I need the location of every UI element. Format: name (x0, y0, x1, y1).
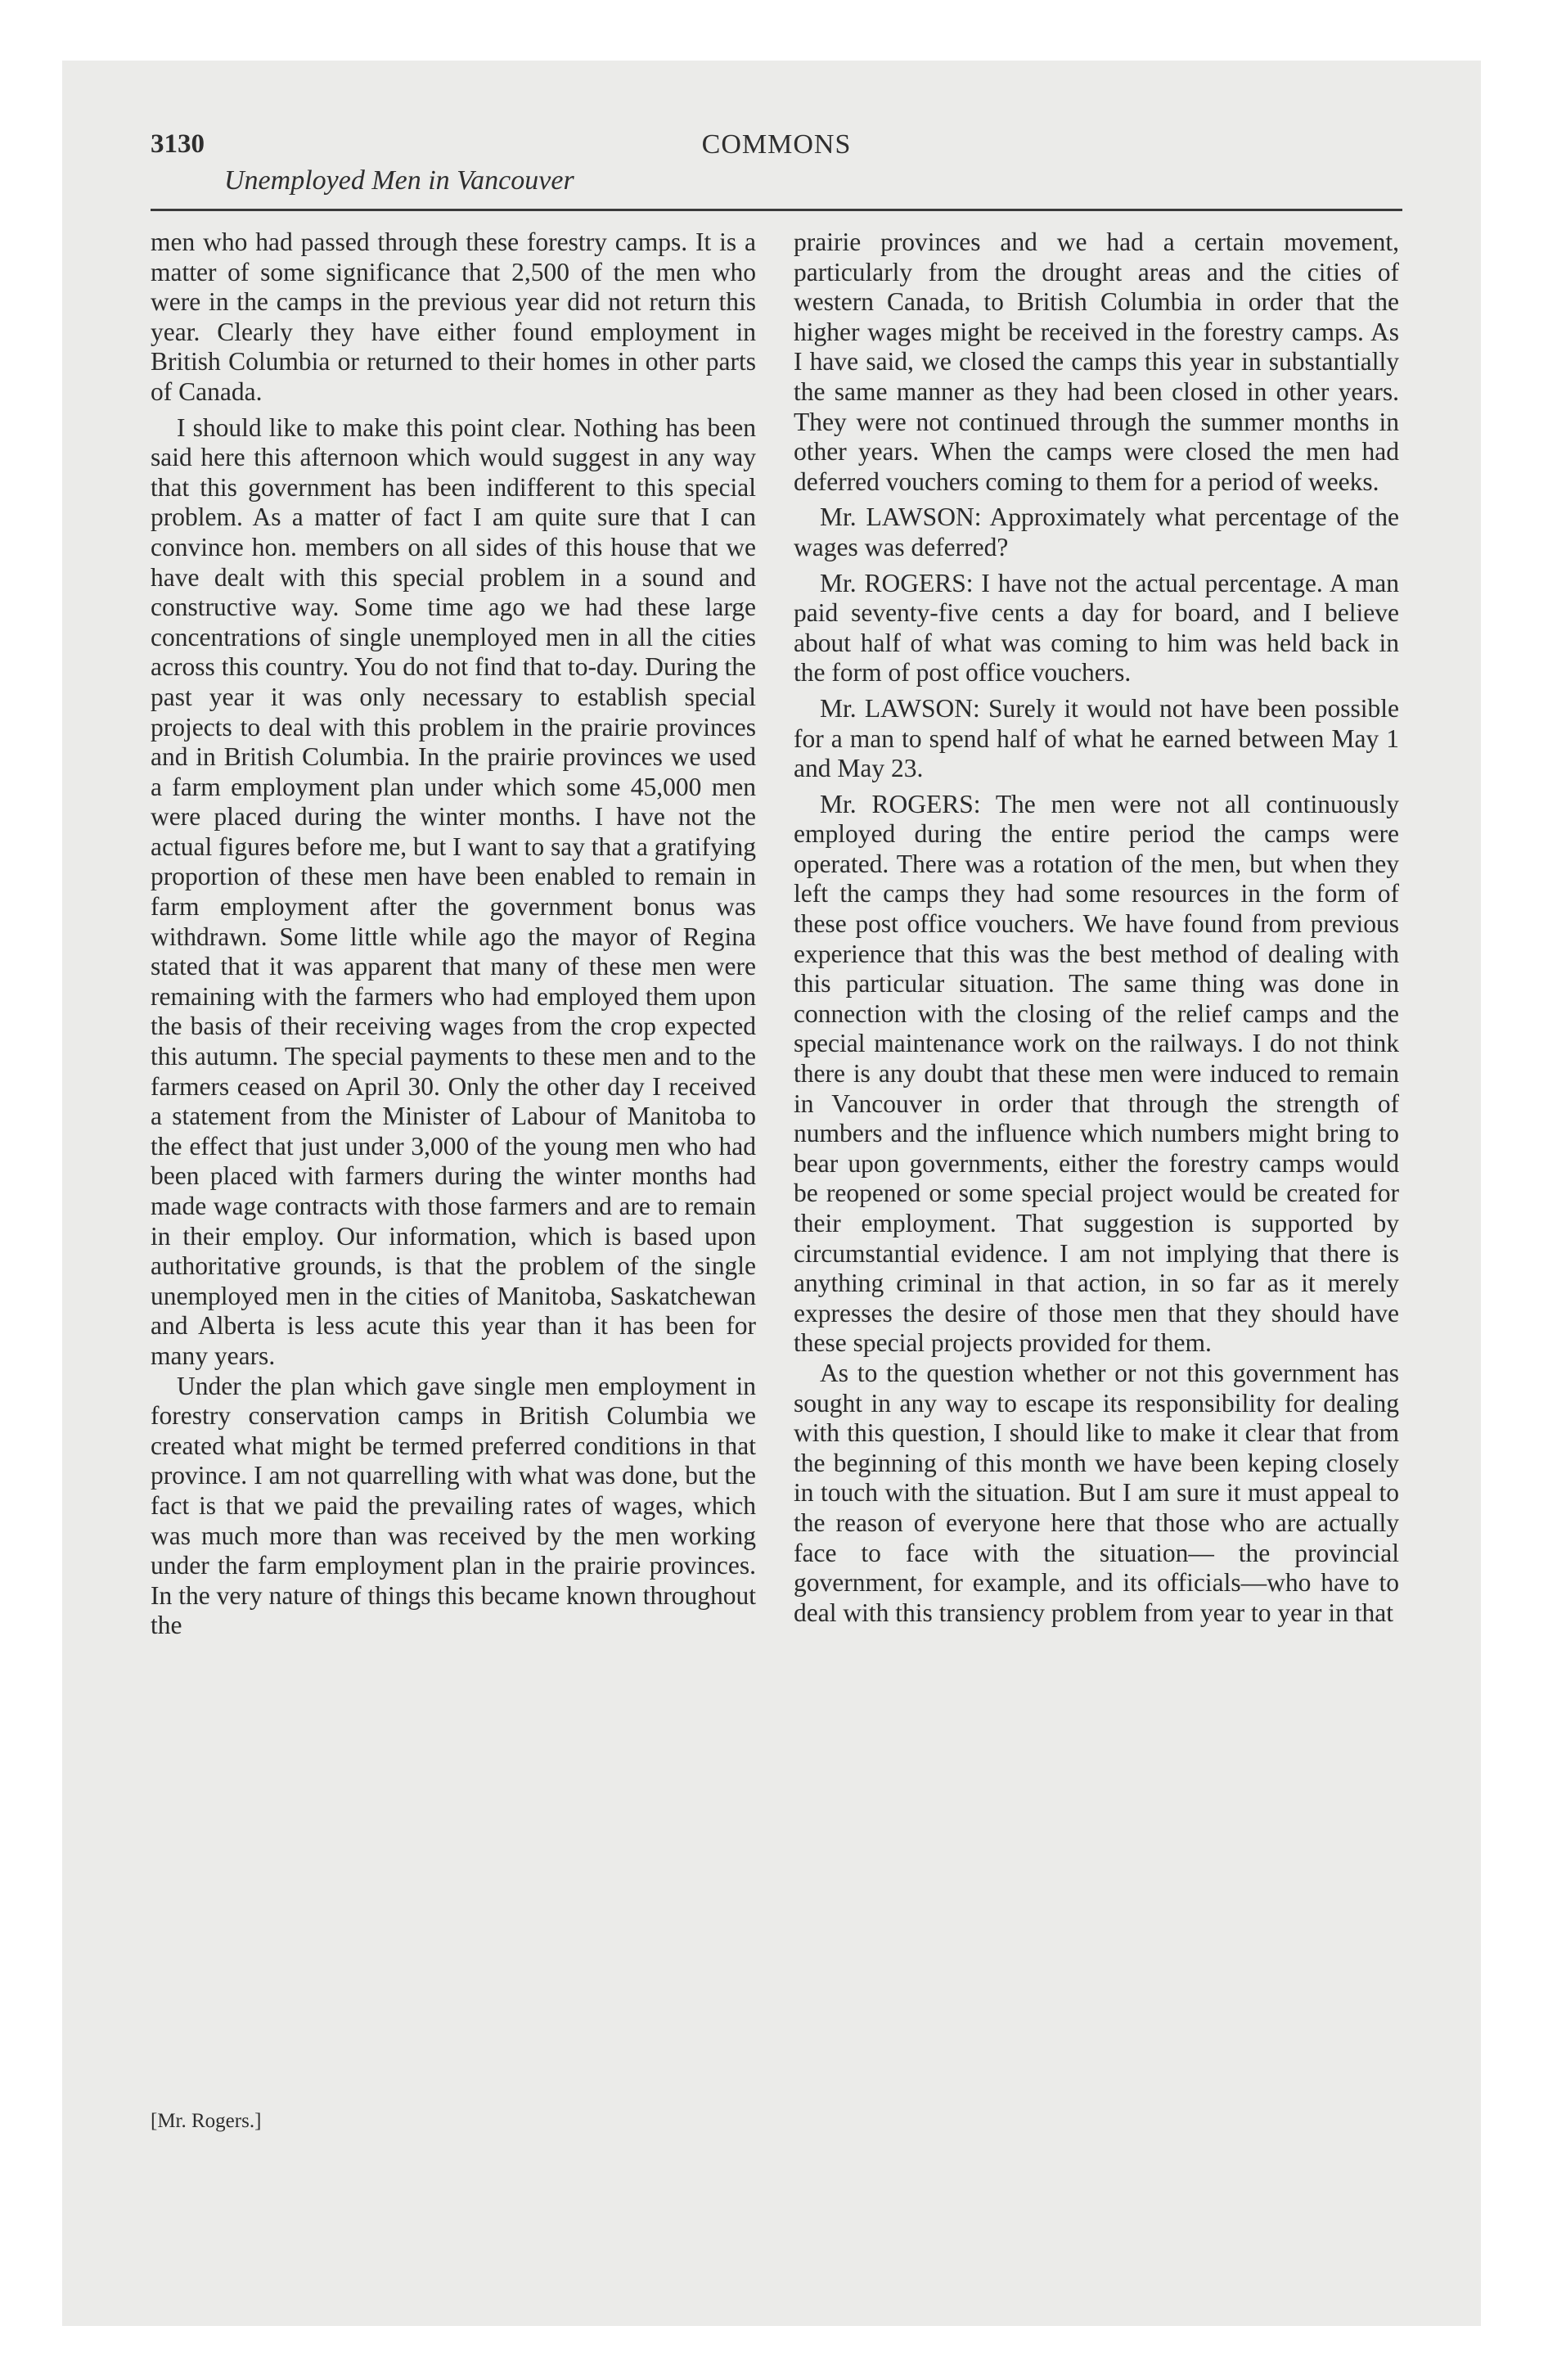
paragraph: Mr. ROGERS: The men were not all continuously employed during the entire period the camps were operated. There was a rotation of the men, but when they left the camps they had some resources in the form of these post office vouchers. We have found from previous experience that this was the best method of dealing with this particular situation. The same thing was done in connection with the closing of the relief camps and the special maintenance work on the railways. I do not think there is any doubt that these men were induced to remain in Vancouver in order that through the strength of numbers and the influence which numbers might bring to bear upon governments, either the forestry camps would be reopened or some special project would be created for their employment. That suggestion is supported by circumstantial evidence. I am not implying that there is anything criminal in that action, in so far as it merely expresses the desire of those men that they should have these special projects provided for them. (794, 789, 1399, 1358)
subject-heading: Unemployed Men in Vancouver (224, 165, 574, 196)
paragraph: Under the plan which gave single men employment in forestry conservation camps in British Columbia we created what might be termed preferred conditions in that province. I am not quarrelling with what was done, but the fact is that we paid the prevailing rates of wages, which was much more than was received by the men working under the farm employment plan in the prairie provinces. In the very nature of things this became known throughout the (151, 1371, 756, 1640)
paragraph: Mr. LAWSON: Surely it would not have been possible for a man to spend half of what he earned between May 1 and May 23. (794, 693, 1399, 783)
paragraph: I should like to make this point clear. Nothing has been said here this afternoon which would suggest in any way that this government has been indifferent to this special problem. As a matter of fact I am quite sure that I can convince hon. members on all sides of this house that we have dealt with this special problem in a sound and constructive way. Some time ago we had these large concentrations of single unemployed men in all the cities across this country. You do not find that to-day. During the past year it was only necessary to establish special projects to deal with this problem in the prairie provinces and in British Columbia. In the prairie provinces we used a farm employment plan under which some 45,000 men were placed during the winter months. I have not the actual figures before me, but I want to say that a gratifying proportion of these men have been enabled to remain in farm employment after the government bonus was withdrawn. Some little while ago the mayor of Regina stated that it was apparent that many of these men were remaining with the farmers who had employed them upon the basis of their receiving wages from the crop expected this autumn. The special payments to these men and to the farmers ceased on April 30. Only the other day I received a statement from the Minister of Labour of Manitoba to the effect that just under 3,000 of the young men who had been placed with farmers during the winter months had made wage contracts with those farmers and are to remain in their employ. Our information, which is based upon authoritative grounds, is that the problem of the single unemployed men in the cities of Manitoba, Saskatchewan and Alberta is less acute this year than it has been for many years. (151, 412, 756, 1370)
right-column (794, 228, 1399, 1628)
page-number: 3130 (151, 129, 205, 159)
page-header (151, 129, 1402, 211)
paragraph: prairie provinces and we had a certain movement, particularly from the drought areas and the cities of western Canada, to British Columbia in order that the higher wages might be received in the forestry camps. As I have said, we closed the camps this year in substantially the same manner as they had been closed in other years. They were not continued through the summer months in other years. When the camps were closed the men had deferred vouchers coming to them for a period of weeks. (794, 228, 1399, 496)
paragraph: Mr. ROGERS: I have not the actual percentage. A man paid seventy-five cents a day for board, and I believe about half of what was coming to him was held back in the form of post office vouchers. (794, 568, 1399, 687)
running-head: COMMONS (701, 129, 852, 160)
speaker-footnote: [Mr. Rogers.] (151, 2110, 262, 2132)
paragraph: Mr. LAWSON: Approximately what percentage of the wages was deferred? (794, 503, 1399, 561)
paragraph: As to the question whether or not this government has sought in any way to escape its responsibility for dealing with this question, I should like to make it clear that from the beginning of this month we have been keping closely in touch with the situation. But I am sure it must appeal to the reason of everyone here that those who are actually face to face with the situation— the provincial government, for example, and its officials—who have to deal with this transiency problem from year to year in that (794, 1358, 1399, 1627)
paragraph: men who had passed through these forestry camps. It is a matter of some significance that 2,500 of the men who were in the camps in the previous year did not return this year. Clearly they have either found employment in British Columbia or returned to their homes in other parts of Canada. (151, 228, 756, 406)
left-column (151, 228, 756, 1641)
header-rule (151, 209, 1402, 211)
